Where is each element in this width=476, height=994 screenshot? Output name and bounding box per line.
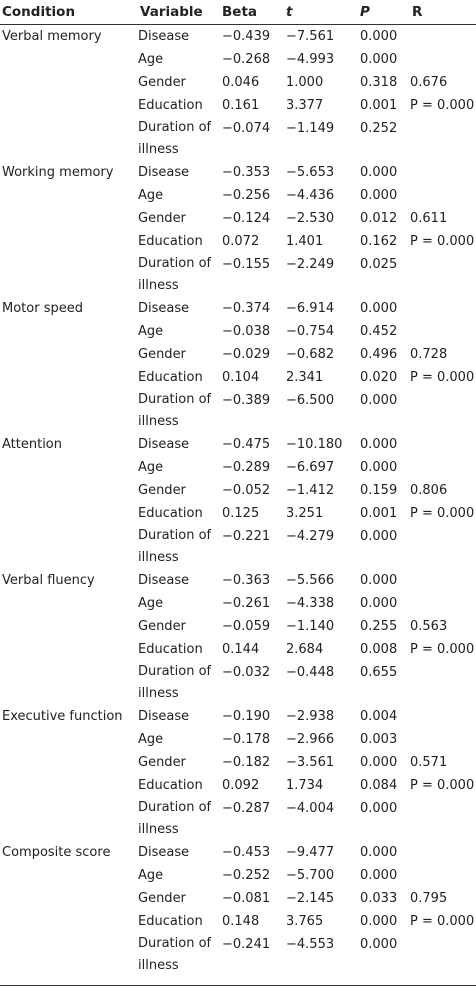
condition-cell xyxy=(0,71,138,94)
condition-cell xyxy=(0,661,138,705)
r-empty-cell xyxy=(410,841,476,864)
t-cell: −4.338 xyxy=(286,596,335,611)
p-cell: 0.001 xyxy=(360,98,398,113)
table-row xyxy=(0,502,476,525)
p-cell: 0.159 xyxy=(360,483,398,498)
table-row xyxy=(0,933,476,977)
beta-cell: 0.046 xyxy=(222,75,260,90)
t-cell: −6.500 xyxy=(286,393,335,408)
variable-cell: Gender xyxy=(138,619,186,634)
t-cell: −9.477 xyxy=(286,845,335,860)
condition-cell xyxy=(0,94,138,117)
r-empty-cell xyxy=(410,48,476,71)
variable-cell: Age xyxy=(138,52,164,67)
table-body xyxy=(0,25,476,978)
variable-cell: Gender xyxy=(138,347,186,362)
p-cell: 0.496 xyxy=(360,347,398,362)
r-value-cell: 0.563 xyxy=(410,619,448,634)
r-empty-cell xyxy=(410,297,476,320)
table-row xyxy=(0,48,476,71)
variable-cell: Education xyxy=(138,642,203,657)
table-row xyxy=(0,615,476,638)
p-cell: 0.000 xyxy=(360,529,398,544)
r-value-cell: 0.795 xyxy=(410,891,448,906)
beta-cell: −0.353 xyxy=(222,165,271,180)
condition-cell: Working memory xyxy=(2,165,114,180)
condition-cell xyxy=(0,184,138,207)
condition-cell xyxy=(0,638,138,661)
r-empty-cell xyxy=(410,117,476,161)
p-cell: 0.033 xyxy=(360,891,398,906)
t-cell: −5.700 xyxy=(286,868,335,883)
t-cell: −2.249 xyxy=(286,257,335,272)
t-cell: −7.561 xyxy=(286,29,335,44)
t-cell: 3.377 xyxy=(286,98,324,113)
condition-cell xyxy=(0,592,138,615)
p-cell: 0.252 xyxy=(360,121,398,136)
p-cell: 0.000 xyxy=(360,437,398,452)
t-cell: 1.401 xyxy=(286,234,324,249)
p-cell: 0.000 xyxy=(360,845,398,860)
t-cell: −2.938 xyxy=(286,709,335,724)
condition-cell xyxy=(0,366,138,389)
beta-cell: −0.038 xyxy=(222,324,271,339)
condition-cell xyxy=(0,253,138,297)
beta-cell: −0.241 xyxy=(222,937,271,952)
t-cell: −4.279 xyxy=(286,529,335,544)
table-row xyxy=(0,207,476,230)
r-empty-cell xyxy=(410,161,476,184)
table-row xyxy=(0,751,476,774)
t-cell: 2.341 xyxy=(286,370,324,385)
table-row xyxy=(0,638,476,661)
beta-cell: −0.453 xyxy=(222,845,271,860)
r-p-value-cell: P = 0.000 xyxy=(410,642,475,657)
p-cell: 0.318 xyxy=(360,75,398,90)
variable-cell: Gender xyxy=(138,483,186,498)
beta-cell: −0.287 xyxy=(222,801,271,816)
condition-cell xyxy=(0,797,138,841)
table-row xyxy=(0,297,476,320)
table-row xyxy=(0,887,476,910)
beta-cell: −0.363 xyxy=(222,573,271,588)
variable-cell: Disease xyxy=(138,573,190,588)
t-cell: 3.251 xyxy=(286,506,324,521)
p-cell: 0.000 xyxy=(360,29,398,44)
t-cell: −4.004 xyxy=(286,801,335,816)
t-cell: −3.561 xyxy=(286,755,335,770)
table-row xyxy=(0,389,476,433)
variable-cell: Duration of illness xyxy=(138,256,212,293)
table-row xyxy=(0,841,476,864)
variable-cell: Disease xyxy=(138,845,190,860)
p-cell: 0.000 xyxy=(360,165,398,180)
condition-cell xyxy=(0,117,138,161)
condition-cell xyxy=(0,615,138,638)
condition-cell xyxy=(0,343,138,366)
header-variable: Variable xyxy=(138,0,220,25)
beta-cell: −0.221 xyxy=(222,529,271,544)
beta-cell: −0.256 xyxy=(222,188,271,203)
table-row xyxy=(0,569,476,592)
p-cell: 0.003 xyxy=(360,732,398,747)
t-cell: 1.734 xyxy=(286,778,324,793)
condition-cell xyxy=(0,751,138,774)
condition-cell xyxy=(0,230,138,253)
t-cell: −0.682 xyxy=(286,347,335,362)
t-cell: −10.180 xyxy=(286,437,343,452)
r-empty-cell xyxy=(410,389,476,433)
variable-cell: Age xyxy=(138,188,164,203)
variable-cell: Duration of illness xyxy=(138,936,212,973)
r-p-value-cell: P = 0.000 xyxy=(410,914,475,929)
beta-cell: −0.081 xyxy=(222,891,271,906)
r-p-value-cell: P = 0.000 xyxy=(410,370,475,385)
beta-cell: −0.261 xyxy=(222,596,271,611)
table-bottom-rule xyxy=(0,985,476,986)
r-empty-cell xyxy=(410,253,476,297)
header-beta: Beta xyxy=(220,0,284,25)
r-empty-cell xyxy=(410,456,476,479)
variable-cell: Age xyxy=(138,732,164,747)
p-cell: 0.020 xyxy=(360,370,398,385)
beta-cell: −0.155 xyxy=(222,257,271,272)
variable-cell: Education xyxy=(138,370,203,385)
variable-cell: Duration of illness xyxy=(138,664,212,701)
beta-cell: 0.161 xyxy=(222,98,260,113)
p-cell: 0.008 xyxy=(360,642,398,657)
t-cell: −5.653 xyxy=(286,165,335,180)
beta-cell: 0.125 xyxy=(222,506,260,521)
p-cell: 0.000 xyxy=(360,52,398,67)
r-empty-cell xyxy=(410,728,476,751)
r-value-cell: 0.728 xyxy=(410,347,448,362)
condition-cell: Verbal memory xyxy=(2,29,102,44)
table-row xyxy=(0,343,476,366)
beta-cell: 0.104 xyxy=(222,370,260,385)
variable-cell: Education xyxy=(138,778,203,793)
condition-cell xyxy=(0,456,138,479)
p-cell: 0.000 xyxy=(360,914,398,929)
p-cell: 0.000 xyxy=(360,755,398,770)
table-row xyxy=(0,864,476,887)
r-p-value-cell: P = 0.000 xyxy=(410,98,475,113)
p-cell: 0.000 xyxy=(360,937,398,952)
p-cell: 0.004 xyxy=(360,709,398,724)
variable-cell: Duration of illness xyxy=(138,528,212,565)
r-empty-cell xyxy=(410,705,476,728)
table-row xyxy=(0,184,476,207)
p-cell: 0.000 xyxy=(360,868,398,883)
condition-cell xyxy=(0,479,138,502)
header-condition: Condition xyxy=(0,0,138,25)
t-cell: 2.684 xyxy=(286,642,324,657)
header-r: R xyxy=(410,0,476,25)
table-row xyxy=(0,479,476,502)
condition-cell xyxy=(0,525,138,569)
t-cell: −1.140 xyxy=(286,619,335,634)
r-empty-cell xyxy=(410,933,476,977)
p-cell: 0.012 xyxy=(360,211,398,226)
r-value-cell: 0.676 xyxy=(410,75,448,90)
header-row xyxy=(0,0,476,25)
r-empty-cell xyxy=(410,592,476,615)
variable-cell: Disease xyxy=(138,709,190,724)
p-cell: 0.000 xyxy=(360,188,398,203)
t-cell: −2.145 xyxy=(286,891,335,906)
table-row xyxy=(0,71,476,94)
r-empty-cell xyxy=(410,25,476,49)
condition-cell xyxy=(0,774,138,797)
table-row xyxy=(0,230,476,253)
t-cell: −4.436 xyxy=(286,188,335,203)
condition-cell: Attention xyxy=(2,437,62,452)
condition-cell xyxy=(0,320,138,343)
condition-cell xyxy=(0,864,138,887)
variable-cell: Disease xyxy=(138,165,190,180)
table-row xyxy=(0,774,476,797)
table-row xyxy=(0,161,476,184)
variable-cell: Gender xyxy=(138,75,186,90)
r-empty-cell xyxy=(410,569,476,592)
table-row xyxy=(0,661,476,705)
r-empty-cell xyxy=(410,525,476,569)
beta-cell: −0.439 xyxy=(222,29,271,44)
p-cell: 0.000 xyxy=(360,596,398,611)
table-row xyxy=(0,525,476,569)
variable-cell: Education xyxy=(138,914,203,929)
condition-cell xyxy=(0,48,138,71)
variable-cell: Age xyxy=(138,460,164,475)
condition-cell xyxy=(0,389,138,433)
variable-cell: Duration of illness xyxy=(138,120,212,157)
beta-cell: −0.029 xyxy=(222,347,271,362)
r-p-value-cell: P = 0.000 xyxy=(410,778,475,793)
table-row xyxy=(0,25,476,49)
variable-cell: Education xyxy=(138,98,203,113)
variable-cell: Gender xyxy=(138,211,186,226)
variable-cell: Age xyxy=(138,324,164,339)
t-cell: −5.566 xyxy=(286,573,335,588)
p-cell: 0.000 xyxy=(360,573,398,588)
p-cell: 0.162 xyxy=(360,234,398,249)
beta-cell: −0.389 xyxy=(222,393,271,408)
p-cell: 0.000 xyxy=(360,393,398,408)
beta-cell: 0.072 xyxy=(222,234,260,249)
condition-cell xyxy=(0,502,138,525)
t-cell: −0.448 xyxy=(286,665,335,680)
r-empty-cell xyxy=(410,433,476,456)
t-cell: −2.966 xyxy=(286,732,335,747)
table-row xyxy=(0,117,476,161)
p-cell: 0.000 xyxy=(360,801,398,816)
beta-cell: −0.032 xyxy=(222,665,271,680)
condition-cell xyxy=(0,933,138,977)
beta-cell: 0.148 xyxy=(222,914,260,929)
condition-cell xyxy=(0,910,138,933)
r-value-cell: 0.806 xyxy=(410,483,448,498)
r-empty-cell xyxy=(410,797,476,841)
table-row xyxy=(0,456,476,479)
variable-cell: Gender xyxy=(138,755,186,770)
variable-cell: Disease xyxy=(138,437,190,452)
beta-cell: −0.124 xyxy=(222,211,271,226)
p-cell: 0.000 xyxy=(360,301,398,316)
t-cell: −6.914 xyxy=(286,301,335,316)
variable-cell: Disease xyxy=(138,29,190,44)
t-cell: −6.697 xyxy=(286,460,335,475)
table-row xyxy=(0,797,476,841)
condition-cell xyxy=(0,887,138,910)
variable-cell: Gender xyxy=(138,891,186,906)
table-row xyxy=(0,253,476,297)
t-cell: −4.993 xyxy=(286,52,335,67)
table-row xyxy=(0,94,476,117)
variable-cell: Disease xyxy=(138,301,190,316)
table-row xyxy=(0,728,476,751)
r-p-value-cell: P = 0.000 xyxy=(410,506,475,521)
variable-cell: Duration of illness xyxy=(138,800,212,837)
beta-cell: −0.074 xyxy=(222,121,271,136)
p-cell: 0.001 xyxy=(360,506,398,521)
beta-cell: −0.178 xyxy=(222,732,271,747)
beta-cell: −0.182 xyxy=(222,755,271,770)
table-row xyxy=(0,910,476,933)
r-empty-cell xyxy=(410,864,476,887)
table-row xyxy=(0,592,476,615)
beta-cell: −0.059 xyxy=(222,619,271,634)
r-value-cell: 0.571 xyxy=(410,755,448,770)
header-t: t xyxy=(284,0,358,25)
r-p-value-cell: P = 0.000 xyxy=(410,234,475,249)
header-p: P xyxy=(358,0,410,25)
variable-cell: Age xyxy=(138,868,164,883)
r-empty-cell xyxy=(410,661,476,705)
beta-cell: 0.144 xyxy=(222,642,260,657)
t-cell: 3.765 xyxy=(286,914,324,929)
t-cell: −1.412 xyxy=(286,483,335,498)
beta-cell: −0.190 xyxy=(222,709,271,724)
t-cell: −1.149 xyxy=(286,121,335,136)
r-empty-cell xyxy=(410,320,476,343)
condition-cell: Verbal fluency xyxy=(2,573,95,588)
t-cell: 1.000 xyxy=(286,75,324,90)
p-cell: 0.452 xyxy=(360,324,398,339)
p-cell: 0.255 xyxy=(360,619,398,634)
beta-cell: 0.092 xyxy=(222,778,260,793)
table-row xyxy=(0,320,476,343)
beta-cell: −0.475 xyxy=(222,437,271,452)
t-cell: −0.754 xyxy=(286,324,335,339)
condition-cell xyxy=(0,207,138,230)
p-cell: 0.655 xyxy=(360,665,398,680)
condition-cell: Executive function xyxy=(2,709,123,724)
beta-cell: −0.374 xyxy=(222,301,271,316)
p-cell: 0.025 xyxy=(360,257,398,272)
table-row xyxy=(0,433,476,456)
r-value-cell: 0.611 xyxy=(410,211,448,226)
beta-cell: −0.289 xyxy=(222,460,271,475)
table-header xyxy=(0,0,476,25)
p-cell: 0.084 xyxy=(360,778,398,793)
variable-cell: Education xyxy=(138,506,203,521)
condition-cell: Motor speed xyxy=(2,301,83,316)
t-cell: −4.553 xyxy=(286,937,335,952)
condition-cell: Composite score xyxy=(2,845,111,860)
condition-cell xyxy=(0,728,138,751)
table-row xyxy=(0,705,476,728)
beta-cell: −0.252 xyxy=(222,868,271,883)
beta-cell: −0.268 xyxy=(222,52,271,67)
table-row xyxy=(0,366,476,389)
r-empty-cell xyxy=(410,184,476,207)
beta-cell: −0.052 xyxy=(222,483,271,498)
t-cell: −2.530 xyxy=(286,211,335,226)
p-cell: 0.000 xyxy=(360,460,398,475)
variable-cell: Education xyxy=(138,234,203,249)
variable-cell: Duration of illness xyxy=(138,392,212,429)
variable-cell: Age xyxy=(138,596,164,611)
